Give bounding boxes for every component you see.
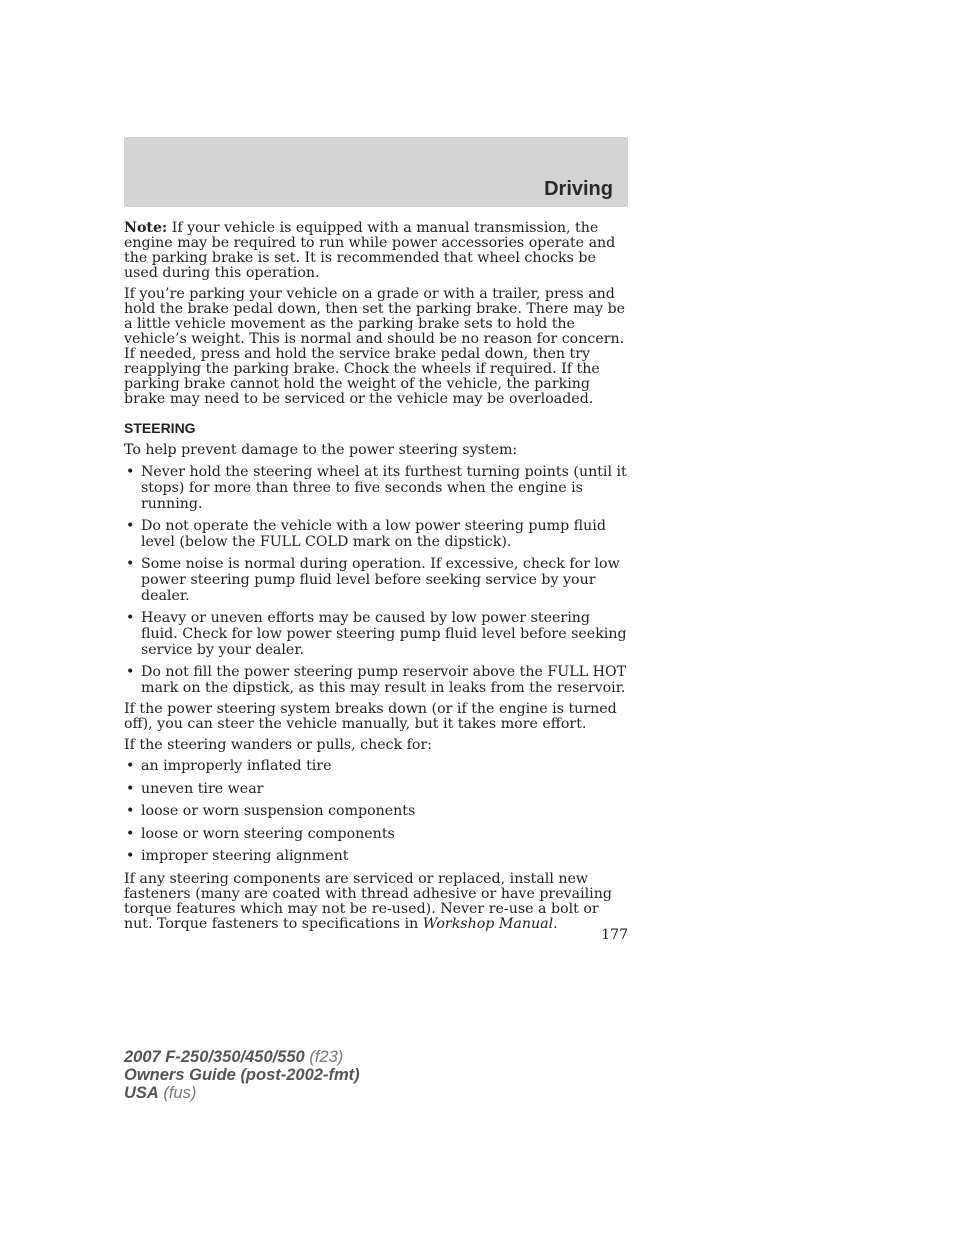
footer-line-guide: Owners Guide (post-2002-fmt) <box>124 1066 360 1084</box>
bullet-icon: • <box>126 518 135 534</box>
page-content <box>124 221 628 938</box>
section-header-band <box>124 137 628 207</box>
list-item: • improper steering alignment <box>126 848 349 864</box>
bullet-icon: • <box>126 780 135 797</box>
bullet-icon: • <box>126 803 135 819</box>
list-item: • Never hold the steering wheel at its furthest turning points (until it stops) for more than three to five seconds when the engine is running. <box>126 464 627 512</box>
note-label: Note: <box>124 220 168 236</box>
bullet-icon: • <box>126 464 135 480</box>
steering-heading: STEERING <box>124 420 196 436</box>
steering-precautions-list <box>124 464 628 696</box>
footer-line-model: 2007 F-250/350/450/550 (f23) <box>124 1048 344 1066</box>
bullet-icon: • <box>126 610 135 626</box>
bullet-icon: • <box>126 825 135 842</box>
list-item: • Do not fill the power steering pump reservoir above the FULL HOT mark on the dipstick, as this may result in leaks from the reservoir. <box>126 664 627 696</box>
bullet-icon: • <box>126 556 135 572</box>
note-paragraph <box>124 221 628 281</box>
section-title: Driving <box>544 178 613 200</box>
list-item: • an improperly inflated tire <box>126 758 332 774</box>
list-item: • Some noise is normal during operation. If excessive, check for low power steering pump fluid level before seeking service by your dealer. <box>126 556 620 604</box>
page-number: 177 <box>601 927 628 943</box>
parking-paragraph: If you’re parking your vehicle on a grade or with a trailer, press and hold the brake pedal down, then set the parking brake. There may be a little vehicle movement as the parking brake sets to hold the vehicle’s weight. This is normal and should be no reason for concern. If needed, press and hold the service brake pedal down, then try reapplying the parking brake. Chock the wheels if required. If the parking brake cannot hold the weight of the vehicle, the parking brake may need to be serviced or the vehicle may be overloaded. <box>124 286 626 407</box>
footer-line-market: USA (fus) <box>124 1084 197 1102</box>
breakdown-paragraph: If the power steering system breaks down (or if the engine is turned off), you can steer the vehicle manually, but it takes more effort. <box>124 701 617 732</box>
list-item: • loose or worn suspension components <box>126 803 416 819</box>
workshop-manual-reference: Workshop Manual <box>422 915 554 932</box>
bullet-icon: • <box>126 664 135 680</box>
fastener-paragraph: If any steering components are serviced or replaced, install new fasteners (many are coated with thread adhesive or have prevailing torque features which may not be re-used). Never re-use a bolt or nut. Torque fasteners to specifications in Workshop Manual. <box>124 870 612 932</box>
list-item: • loose or worn steering components <box>126 825 395 842</box>
bullet-icon: • <box>126 848 135 864</box>
wander-check-list <box>124 759 628 865</box>
document-footer <box>124 1048 360 1102</box>
note-text: If your vehicle is equipped with a manual transmission, the engine may be required to run while power accessories operate and the parking brake is set. It is recommended that wheel chocks be used during this operation. <box>124 220 616 281</box>
list-item: • Heavy or uneven efforts may be caused by low power steering fluid. Check for low power steering pump fluid level before seeking service by your dealer. <box>126 610 627 658</box>
list-item: • Do not operate the vehicle with a low power steering pump fluid level (below the FULL COLD mark on the dipstick). <box>126 518 606 550</box>
list-item: • uneven tire wear <box>126 780 264 797</box>
bullet-icon: • <box>126 758 135 774</box>
wander-intro: If the steering wanders or pulls, check for: <box>124 737 433 753</box>
steering-intro: To help prevent damage to the power steering system: <box>124 442 518 458</box>
